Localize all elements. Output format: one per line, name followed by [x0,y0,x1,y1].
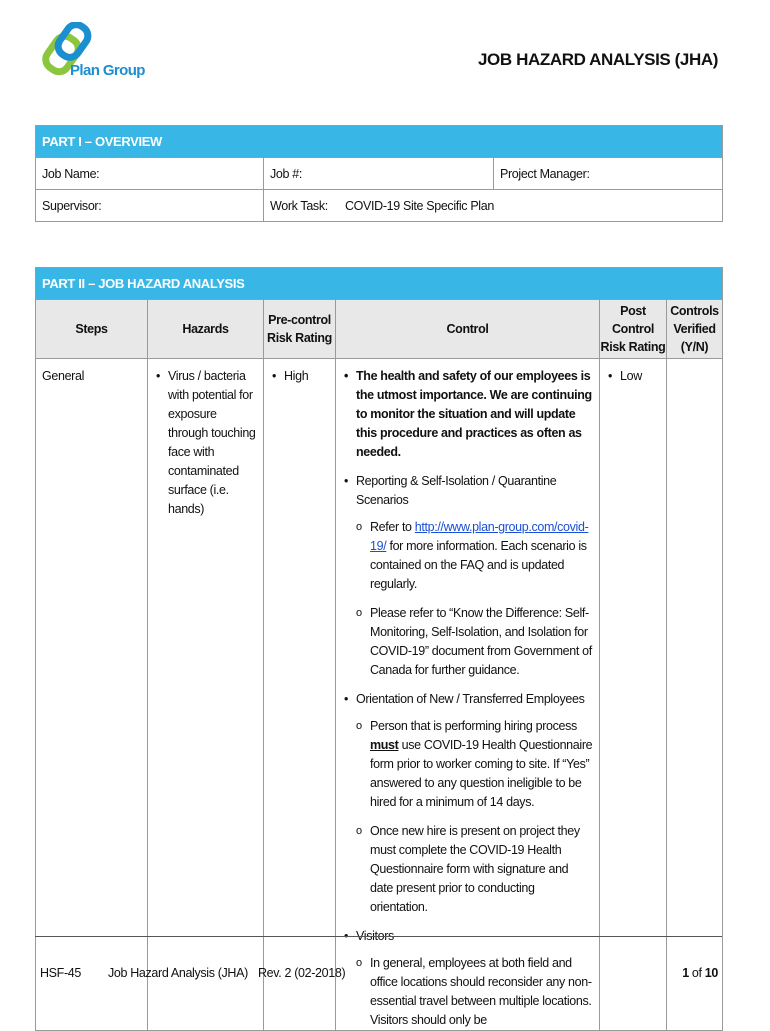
job-name-label: Job Name: [42,166,100,181]
verified-header: Controls Verified (Y/N) [667,300,723,359]
page-indicator [682,966,718,980]
steps-header: Steps [36,300,148,359]
work-task-value: COVID-19 Site Specific Plan [344,198,494,213]
document-title: JOB HAZARD ANALYSIS (JHA) [478,50,718,69]
jha-band: PART II – JOB HAZARD ANALYSIS [36,268,723,300]
hazard-item: • Virus / bacteria with potential for exposure through touching face with contaminated surface (i.e. hands) [154,367,257,519]
jha-table [35,267,723,1031]
orientation-title: • Orientation of New / Transferred Employees [342,690,593,709]
verified-cell[interactable] [667,359,723,1031]
hiring-must: must [370,738,399,752]
project-manager-label: Project Manager: [500,166,590,181]
form-code: HSF-45 [40,966,81,980]
pre-rating-value: • High [270,367,329,386]
new-hire-item: o Once new hire is present on project they must complete the COVID-19 Health Questionnaire form with signature and date present prior to conducting orientation. [342,822,593,917]
overview-table [35,125,723,222]
covid-faq-link[interactable]: http://www.plan-group.com/covid-19/ [370,520,589,553]
page-of: of [691,966,702,980]
reporting-title: • Reporting & Self-Isolation / Quarantine Scenarios [342,472,593,510]
work-task-field[interactable] [264,190,723,222]
logo-text: Plan Group [70,62,145,79]
post-control-header: Post Control Risk Rating [600,300,667,359]
work-task-label: Work Task: [270,198,328,213]
job-number-field[interactable] [264,158,494,190]
job-name-field[interactable] [36,158,264,190]
hiring-pre: Person that is performing hiring process [370,719,577,733]
job-number-label: Job #: [270,166,302,181]
visitors-title: • Visitors [342,927,593,946]
refer-item [342,518,593,594]
supervisor-field[interactable] [36,190,264,222]
page-current: 1 [682,966,689,980]
supervisor-label: Supervisor: [42,198,102,213]
post-rating-cell [600,359,667,1031]
hiring-item [342,717,593,812]
overview-band: PART I – OVERVIEW [36,126,723,158]
project-manager-field[interactable] [494,158,723,190]
pre-control-header: Pre-control Risk Rating [264,300,336,359]
hazards-header: Hazards [148,300,264,359]
hiring-post: use COVID-19 Health Questionnaire form prior to worker coming to site. If “Yes” answered to any question ineligible to be hired for a minimum of 14 days. [370,738,593,809]
control-header: Control [336,300,600,359]
plan-group-logo-icon [40,22,140,98]
visitors-item: o In general, employees at both field and office locations should reconsider any non-essential travel between multiple locations. Visitors should only be [342,954,593,1030]
control-intro: • The health and safety of our employees is the utmost importance. We are continuing to monitor the situation and will update this procedure and practices as often as needed. [342,367,593,462]
control-cell [336,359,600,1031]
refer-pre: Refer to [370,520,415,534]
post-rating-value: • Low [606,367,660,386]
hazard-cell [148,359,264,1031]
form-name: Job Hazard Analysis (JHA) [108,966,248,980]
know-difference-item: o Please refer to “Know the Difference: Self-Monitoring, Self-Isolation, and Isolation for COVID-19” document from Government of Canada for further guidance. [342,604,593,680]
page-total: 10 [704,966,718,980]
revision: Rev. 2 (02-2018) [258,966,346,980]
step-cell: General [36,359,148,1031]
refer-post: for more information. Each scenario is contained on the FAQ and is updated regularly. [370,539,587,591]
pre-rating-cell [264,359,336,1031]
footer-divider [35,936,722,937]
